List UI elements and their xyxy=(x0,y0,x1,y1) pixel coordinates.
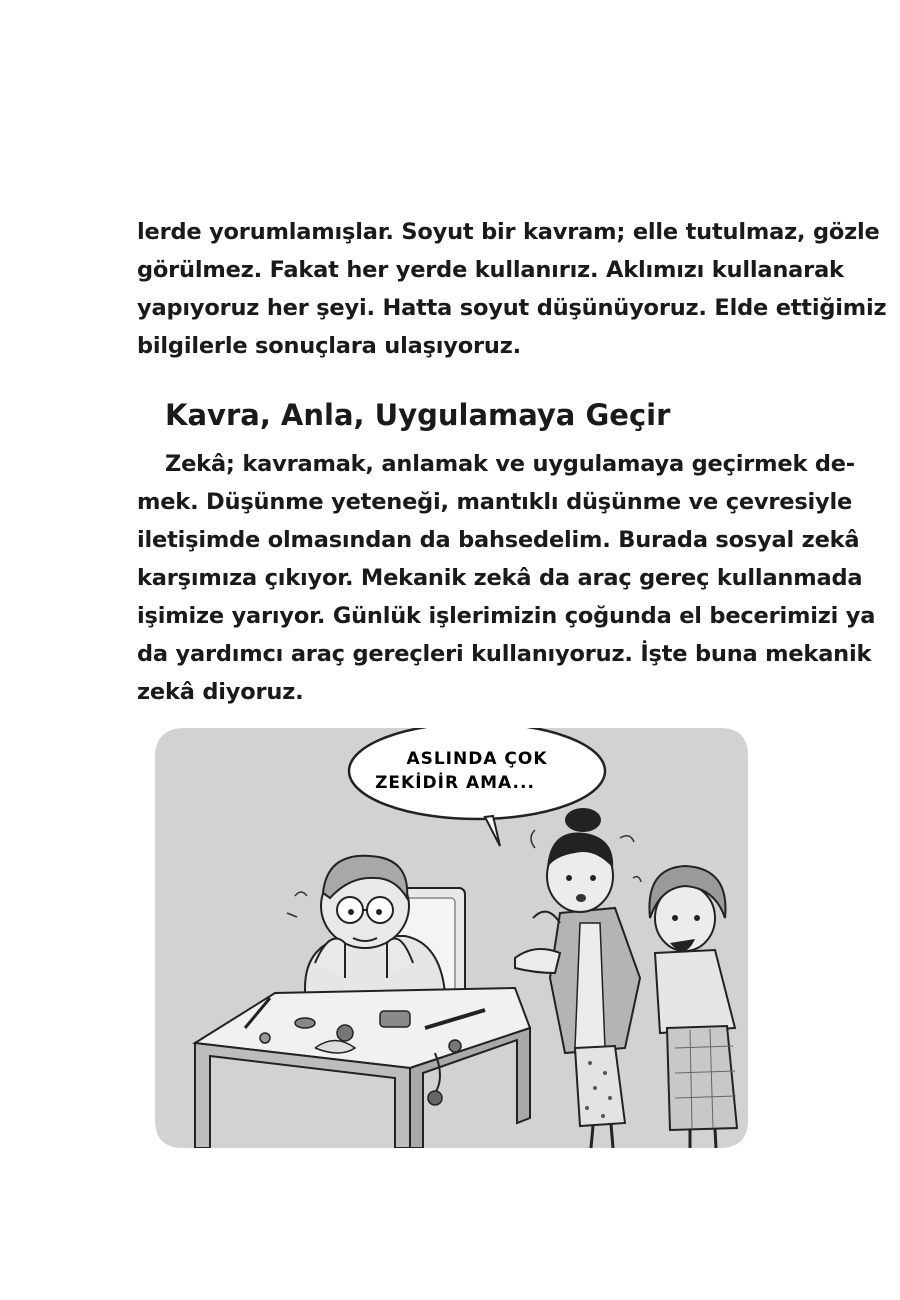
text-line: iletişimde olmasından da bahsedelim. Burada sosyal zekâ xyxy=(137,527,860,553)
text-line: lerde yorumlamışlar. Soyut bir kavram; elle tutulmaz, gözle xyxy=(137,219,880,245)
cartoon-illustration xyxy=(155,728,748,1148)
text-line: bilgilerle sonuçlara ulaşıyoruz. xyxy=(137,333,521,359)
text-line: işimize yarıyor. Günlük işlerimizin çoğunda el becerimizi ya xyxy=(137,603,876,629)
text-line: zekâ diyoruz. xyxy=(137,679,304,705)
text-line: görülmez. Fakat her yerde kullanırız. Aklımızı kullanarak xyxy=(137,257,844,283)
paragraph-2 xyxy=(137,445,876,711)
text-line: yapıyoruz her şeyi. Hatta soyut düşünüyoruz. Elde ettiğimiz xyxy=(137,295,887,321)
section-heading: Kavra, Anla, Uygulamaya Geçir xyxy=(165,398,671,432)
paragraph-1 xyxy=(137,213,887,365)
speech-bubble-line-2: ZEKİDİR AMA... xyxy=(375,773,535,793)
text-line: mek. Düşünme yeteneği, mantıklı düşünme ve çevresiyle xyxy=(137,489,853,515)
text-line: Zekâ; kavramak, anlamak ve uygulamaya geçirmek de- xyxy=(165,451,855,477)
text-line: karşımıza çıkıyor. Mekanik zekâ da araç gereç kullanmada xyxy=(137,565,863,591)
speech-bubble-line-1: ASLINDA ÇOK xyxy=(406,749,548,769)
text-line: da yardımcı araç gereçleri kullanıyoruz. İşte buna mekanik xyxy=(137,641,872,667)
